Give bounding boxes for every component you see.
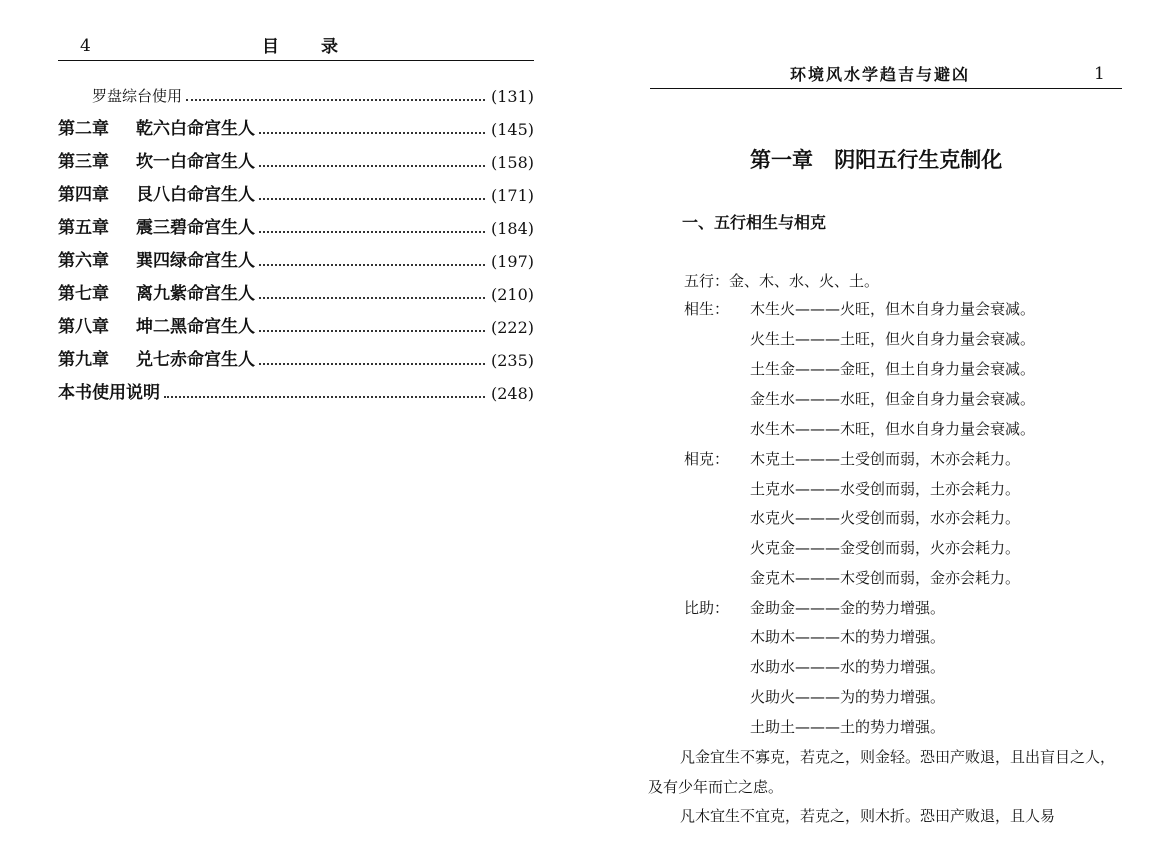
body-paragraph: 凡金宜生不寡克，若克之，则金轻。恐田产败退，且出盲目之人，及有少年而亡之虑。 [648, 748, 1116, 796]
relation-row [684, 507, 1020, 535]
toc-entry-page: (171) [490, 186, 534, 205]
toc-entry [58, 271, 534, 304]
toc-chapter-number: 第五章 [58, 218, 109, 238]
left-header-rule [58, 60, 534, 61]
relation-row [684, 626, 945, 654]
toc-dot-leader [186, 99, 485, 101]
relation-text: 金克木———木受创而弱，金亦会耗力。 [750, 569, 1021, 587]
toc-entry [58, 337, 534, 370]
toc-entry-title: 坎一白命宫生人 [136, 152, 255, 172]
toc-entry-page: (222) [490, 318, 534, 337]
toc-entry [58, 139, 534, 172]
toc-entry-page: (131) [490, 87, 534, 106]
relation-text: 火克金———金受创而弱，火亦会耗力。 [750, 539, 1021, 557]
relation-row [684, 686, 945, 714]
toc-entry [58, 238, 534, 271]
toc-entry-title: 艮八白命宫生人 [136, 185, 255, 205]
relation-text: 金助金———金的势力增强。 [750, 599, 946, 617]
toc-entry-page: (145) [490, 120, 534, 139]
toc-chapter-number: 第七章 [58, 284, 109, 304]
relation-text: 水助水———水的势力增强。 [750, 658, 946, 676]
toc-entry-title: 离九紫命宫生人 [136, 284, 255, 304]
toc-entry-title: 坤二黑命宫生人 [136, 317, 255, 337]
toc-dot-leader [259, 165, 485, 167]
toc-chapter-number: 第八章 [58, 317, 109, 337]
wuxing-line: 五行：金、木、水、火、土。 [684, 272, 880, 290]
relation-text: 火助火———为的势力增强。 [750, 688, 946, 706]
toc-dot-leader [259, 132, 485, 134]
toc-dot-leader [259, 363, 485, 365]
relation-row [684, 567, 1020, 595]
toc-chapter-number: 第九章 [58, 350, 109, 370]
relation-row [684, 298, 1035, 326]
toc-dot-leader [259, 264, 485, 266]
relation-text: 木克土———土受创而弱，木亦会耗力。 [750, 450, 1021, 468]
toc-dot-leader [259, 231, 485, 233]
right-page [600, 0, 1167, 854]
toc-chapter-number: 第六章 [58, 251, 109, 271]
toc-entry-title: 罗盘综台使用 [92, 87, 183, 105]
toc-dot-leader [259, 330, 485, 332]
toc-entry [58, 205, 534, 238]
relation-row [684, 328, 1035, 356]
relation-label: 比助： [684, 599, 730, 617]
relation-text: 金生水———水旺，但金自身力量会衰减。 [750, 390, 1036, 408]
relation-row [684, 716, 945, 744]
toc-entry-page: (184) [490, 219, 534, 238]
relation-label: 相克： [684, 450, 730, 468]
toc-entry [58, 172, 534, 205]
relation-row [684, 656, 945, 684]
toc-chapter-number: 第三章 [58, 152, 109, 172]
toc-entry-page: (248) [490, 384, 534, 403]
body-paragraph: 凡木宜生不宜克，若克之，则木折。恐田产败退，且人易 [680, 807, 1056, 825]
relation-text: 木助木———木的势力增强。 [750, 628, 946, 646]
relation-text: 土生金———金旺，但土自身力量会衰减。 [750, 360, 1036, 378]
right-page-number: 1 [1094, 64, 1105, 84]
toc-entry [58, 106, 534, 139]
relation-row [684, 537, 1020, 565]
relation-text: 土助土———土的势力增强。 [750, 718, 946, 736]
left-running-header: 目录 [262, 37, 380, 57]
toc-entry [58, 72, 534, 106]
chapter-title: 第一章 阴阳五行生克制化 [750, 148, 1003, 172]
toc-dot-leader [164, 396, 485, 398]
relation-row [684, 478, 1020, 506]
toc-entry-title: 兑七赤命宫生人 [136, 350, 255, 370]
relation-text: 木生火———火旺，但木自身力量会衰减。 [750, 300, 1036, 318]
toc-entry-page: (235) [490, 351, 534, 370]
toc-dot-leader [259, 198, 485, 200]
relation-label: 相生： [684, 300, 730, 318]
right-header-rule [650, 88, 1122, 89]
relation-row [684, 448, 1020, 476]
relation-text: 土克水———水受创而弱，土亦会耗力。 [750, 480, 1021, 498]
toc-entry [58, 370, 534, 403]
left-page [0, 0, 580, 854]
toc-chapter-number: 第二章 [58, 119, 109, 139]
toc-dot-leader [259, 297, 485, 299]
toc-entry-title: 震三碧命宫生人 [136, 218, 255, 238]
relation-row [684, 597, 945, 625]
right-running-header: 环境风水学趋吉与避凶 [790, 65, 971, 84]
toc-entry [58, 304, 534, 337]
relation-row [684, 358, 1035, 386]
toc-entry-title: 巽四绿命宫生人 [136, 251, 255, 271]
left-page-number: 4 [80, 36, 91, 56]
toc-entry-title: 乾六白命宫生人 [136, 119, 255, 139]
toc-chapter-number: 第四章 [58, 185, 109, 205]
toc-entry-page: (210) [490, 285, 534, 304]
toc-entry-page: (158) [490, 153, 534, 172]
table-of-contents [58, 72, 534, 403]
relation-text: 水生木———木旺，但水自身力量会衰减。 [750, 420, 1036, 438]
relation-text: 火生土———土旺，但火自身力量会衰减。 [750, 330, 1036, 348]
relation-text: 水克火———火受创而弱，水亦会耗力。 [750, 509, 1021, 527]
toc-entry-title: 本书使用说明 [58, 383, 160, 403]
section-title: 一、五行相生与相克 [682, 213, 827, 232]
relation-row [684, 418, 1035, 446]
toc-entry-page: (197) [490, 252, 534, 271]
relation-row [684, 388, 1035, 416]
